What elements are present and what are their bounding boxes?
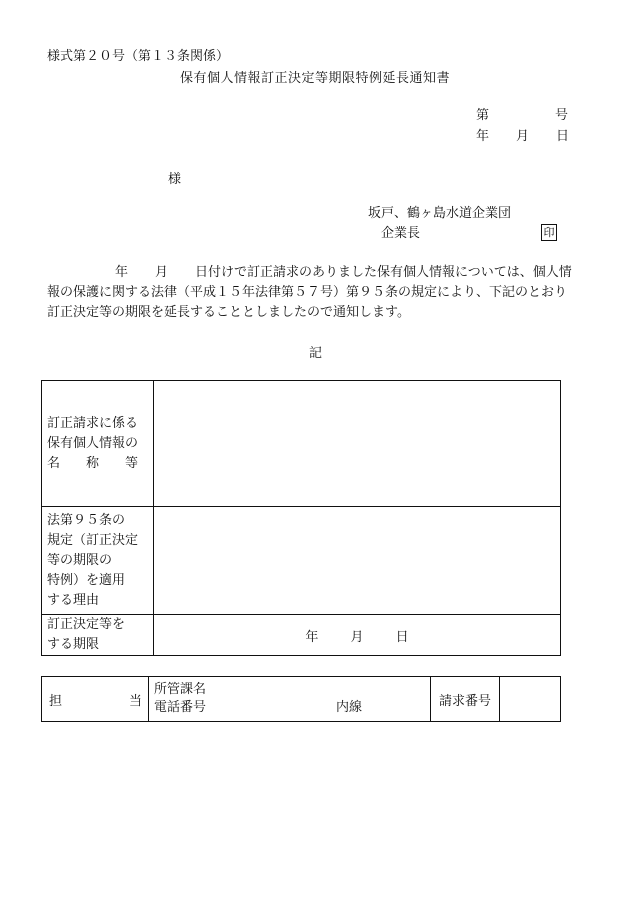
table-row-info-name [42,381,561,507]
body-month: 月 [155,265,169,280]
request-number-field[interactable] [500,677,561,722]
info-name-label-line: 訂正請求に係る [47,415,139,431]
department-label: 所管課名 [154,682,207,697]
deadline-day: 日 [395,629,409,645]
form-number: 様式第２０号（第１３条関係） [47,49,230,64]
reason-field[interactable] [154,507,561,615]
doc-date-year: 年 [476,129,490,144]
deadline-label-line: する期限 [47,637,100,652]
info-name-label-line: 名 称 等 [47,455,139,471]
seal-mark: 印 [541,224,557,241]
ki-heading: 記 [309,346,323,361]
body-paragraph [47,263,587,323]
info-name-field[interactable] [154,381,561,507]
extension-label: 内線 [336,700,363,715]
deadline-field[interactable] [154,615,561,656]
phone-row [154,699,430,717]
contact-table [41,676,561,722]
info-name-label-line: 保有個人情報の [47,435,139,451]
reason-label-line: 法第９５条の [47,512,126,528]
phone-label: 電話番号 [154,700,207,715]
department-cell[interactable] [149,677,431,722]
table-row-deadline [42,615,561,656]
details-table [41,380,561,656]
body-line-1: 日付けで訂正請求のありました保有個人情報については、個人情 [195,265,572,280]
body-year: 年 [115,265,129,280]
reason-label [42,507,154,615]
reason-label-line: 規定（訂正決定 [47,532,139,548]
addressee-suffix: 様 [168,172,182,187]
reason-label-line: 特例）を適用 [47,572,126,588]
request-number-label: 請求番号 [431,677,500,722]
doc-number-prefix: 第 [476,108,490,123]
table-row-reason [42,507,561,615]
sender-organization: 坂戸、鶴ヶ島水道企業団 [368,206,512,221]
contact-row [42,677,561,722]
doc-number-suffix: 号 [555,108,569,123]
tanto-right: 当 [128,693,142,709]
tanto-label [42,677,149,722]
body-line-3: 訂正決定等の期限を延長することとしましたので通知します。 [47,305,410,320]
tanto-left: 担 [49,693,63,709]
doc-date-month: 月 [516,129,530,144]
deadline-label [42,615,154,656]
info-name-label [42,381,154,507]
deadline-year: 年 [305,629,319,645]
deadline-month: 月 [350,629,364,645]
reason-label-line: 等の期限の [47,552,113,568]
sender-title: 企業長 [381,226,421,241]
document-title: 保有個人情報訂正決定等期限特例延長通知書 [180,71,451,86]
doc-date-day: 日 [556,129,570,144]
deadline-label-line: 訂正決定等を [47,617,126,632]
body-line-2: 報の保護に関する法律（平成１５年法律第５７号）第９５条の規定により、下記のとおり [47,285,568,300]
reason-label-line: する理由 [47,592,100,608]
